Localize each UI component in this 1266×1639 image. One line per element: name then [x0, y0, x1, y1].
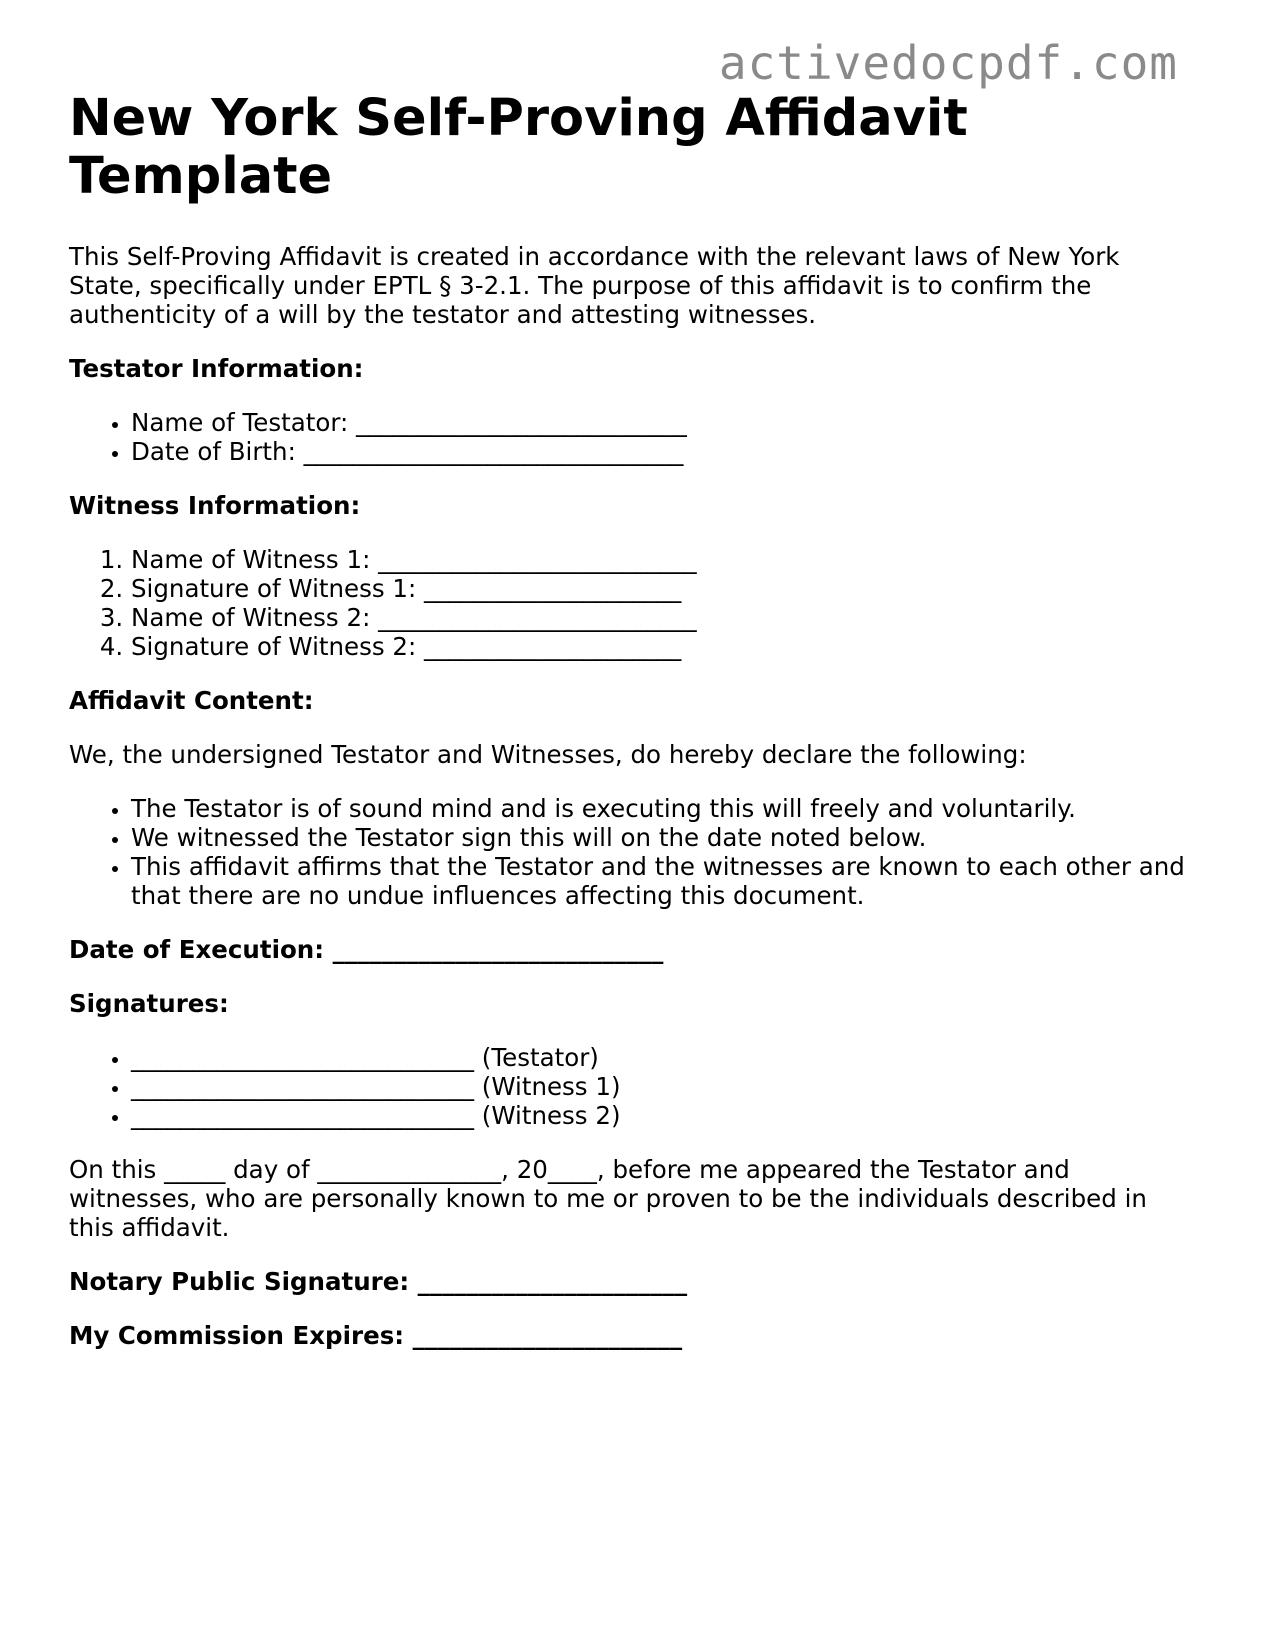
- witness-2-signature-field: 4. Signature of Witness 2: _____________________: [131, 632, 1199, 661]
- witness-1-signature-line: • ____________________________ (Witness 1): [131, 1072, 1199, 1101]
- witness-1-name-field: 1. Name of Witness 1: __________________________: [131, 545, 1199, 574]
- testator-heading: Testator Information:: [69, 354, 364, 383]
- affidavit-item: • The Testator is of sound mind and is executing this will freely and voluntarily.: [131, 794, 1199, 823]
- document-title: New York Self-Proving Affidavit Template: [69, 89, 968, 206]
- witness-2-name-field: 3. Name of Witness 2: __________________________: [131, 603, 1199, 632]
- witness-2-signature-line: • ____________________________ (Witness 2): [131, 1101, 1199, 1130]
- affidavit-item: • This affidavit affirms that the Testator and the witnesses are known to each other and that there are no undue influences affecting this document.: [131, 852, 1199, 910]
- witness-1-signature-field: 2. Signature of Witness 1: _____________________: [131, 574, 1199, 603]
- notary-signature-field: Notary Public Signature: ______________________: [69, 1267, 688, 1296]
- signatures-list: [69, 1043, 1199, 1130]
- testator-list: [69, 408, 1199, 466]
- commission-expires-field: My Commission Expires: ______________________: [69, 1321, 683, 1350]
- affidavit-heading: Affidavit Content:: [69, 686, 314, 715]
- testator-name-field: • Name of Testator: ___________________________: [131, 408, 1199, 437]
- notary-paragraph: On this _____ day of _______________, 20____, before me appeared the Testator and witnesses, who are personally known to me or proven to be the individuals described in this affidavit.: [69, 1155, 1147, 1242]
- affidavit-item: • We witnessed the Testator sign this will on the date noted below.: [131, 823, 1199, 852]
- document-page: [69, 90, 1199, 1375]
- signatures-heading: Signatures:: [69, 989, 229, 1018]
- testator-dob-field: • Date of Birth: _______________________________: [131, 437, 1199, 466]
- affidavit-lead: We, the undersigned Testator and Witnesses, do hereby declare the following:: [69, 740, 1027, 769]
- testator-signature-line: • ____________________________ (Testator): [131, 1043, 1199, 1072]
- witness-list: [69, 545, 1199, 661]
- execution-date-field: Date of Execution: ___________________________: [69, 935, 664, 964]
- affidavit-list: [69, 794, 1199, 910]
- intro-paragraph: This Self-Proving Affidavit is created in accordance with the relevant laws of New York State, specifically under EPTL § 3-2.1. The purpose of this affidavit is to confirm the authenticity of a will by the testator and attesting witnesses.: [69, 242, 1120, 329]
- watermark: activedocpdf.com: [718, 36, 1178, 90]
- witness-heading: Witness Information:: [69, 491, 361, 520]
